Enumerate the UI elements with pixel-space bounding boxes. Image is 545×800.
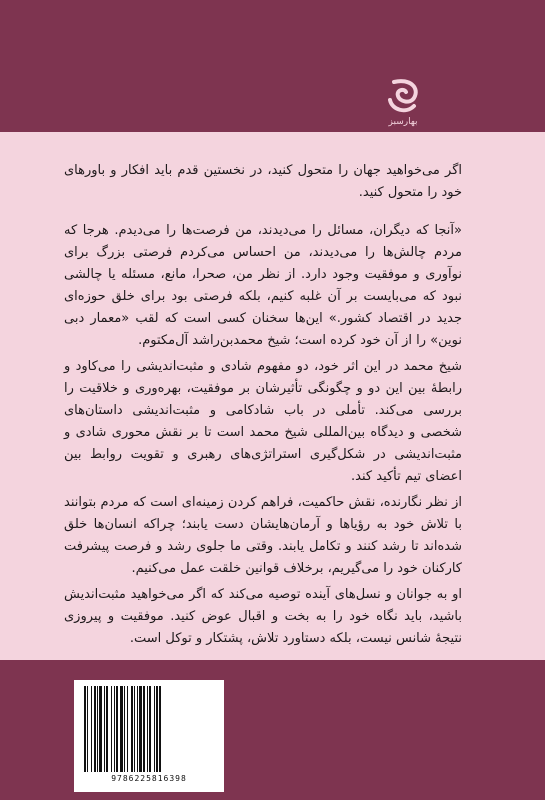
barcode-bar xyxy=(159,686,161,772)
barcode-icon xyxy=(80,686,218,772)
quote-paragraph: «آنجا که دیگران، مسائل را می‌دیدند، من فرصت‌ها را می‌دیدم. هرجا که مردم چالش‌ها را می‌دیدند، من احساس می‌کردم فرصتی بزرگ برای نوآوری و موفقیت وجود دارد. از نظر من، صحرا، مانع، مسئله یا چالشی نبود که می‌بایست بر آن غلبه کنیم، بلکه فرصتی بود برای خلق حوزه‌ای جدید در اقتصاد کشور.» این‌ها سخنان کسی است که لقب «معمار دبی نوین» را از آن خود کرده است؛ شیخ محمدبن‌راشد آل‌مکتوم. xyxy=(64,223,462,348)
barcode-bar xyxy=(149,686,151,772)
barcode-bar xyxy=(147,686,148,772)
barcode-bar xyxy=(134,686,135,772)
barcode-bar xyxy=(127,686,128,772)
barcode-bar xyxy=(156,686,158,772)
back-cover-text xyxy=(64,160,462,654)
barcode-bar xyxy=(91,686,92,772)
barcode-bar xyxy=(97,686,98,772)
barcode-bar xyxy=(94,686,96,772)
author-view-paragraph: از نظر نگارنده، نقش حاکمیت، فراهم کردن زمینه‌ای است که مردم بتوانند با تلاش خود به رؤیاها و آرمان‌هایشان دست یابند؛ چراکه انسان‌ها خلق شده‌اند تا رشد کنند و تکامل یابند. وقتی ما جلوی رشد و فرصت پیشرفت کارکنان خود را می‌گیریم، برخلاف قوانین خلقت عمل می‌کنیم. xyxy=(64,495,462,576)
barcode-bar xyxy=(87,686,88,772)
barcode-bar xyxy=(139,686,142,772)
barcode-bar xyxy=(131,686,133,772)
barcode-box xyxy=(74,680,224,792)
barcode-bar xyxy=(124,686,125,772)
barcode-bar xyxy=(154,686,155,772)
barcode-bar xyxy=(120,686,123,772)
barcode-bar xyxy=(137,686,138,772)
barcode-bar xyxy=(104,686,105,772)
barcode-bar xyxy=(116,686,118,772)
top-color-band xyxy=(0,0,545,132)
publisher-logo-text: بهارسبز xyxy=(388,117,418,127)
barcode-bar xyxy=(143,686,145,772)
intro-paragraph: اگر می‌خواهید جهان را متحول کنید، در نخستین قدم باید افکار و باورهای خود را متحول کنید. xyxy=(64,163,462,200)
barcode-bar xyxy=(99,686,102,772)
description-paragraph: شیخ محمد در این اثر خود، دو مفهوم شادی و مثبت‌اندیشی را می‌کاود و رابطهٔ بین این دو و چگونگی تأثیرشان بر موفقیت، بهره‌وری و خلاقیت را بررسی می‌کند. تأملی در باب شادکامی و مثبت‌اندیشی داستان‌های شخصی و دیدگاه بین‌المللی شیخ محمد است تا بر نقش محوری شادی و مثبت‌اندیشی در شکل‌گیری استراتژی‌های رهبری و تقویت روابط بین اعضای تیم تأکید کند. xyxy=(64,359,462,484)
barcode-bar xyxy=(106,686,108,772)
barcode-bar xyxy=(84,686,86,772)
barcode-bar xyxy=(111,686,112,772)
advice-paragraph: او به جوانان و نسل‌های آینده توصیه می‌کند که اگر می‌خواهید مثبت‌اندیش باشید، باید نگاه خود را به بخت و اقبال عوض کنید. موفقیت و پیروزی نتیجهٔ شانس نیست، بلکه دستاورد تلاش، پشتکار و توکل است. xyxy=(64,587,462,646)
barcode-number: 9786225816398 xyxy=(111,774,187,783)
barcode-bar xyxy=(114,686,115,772)
